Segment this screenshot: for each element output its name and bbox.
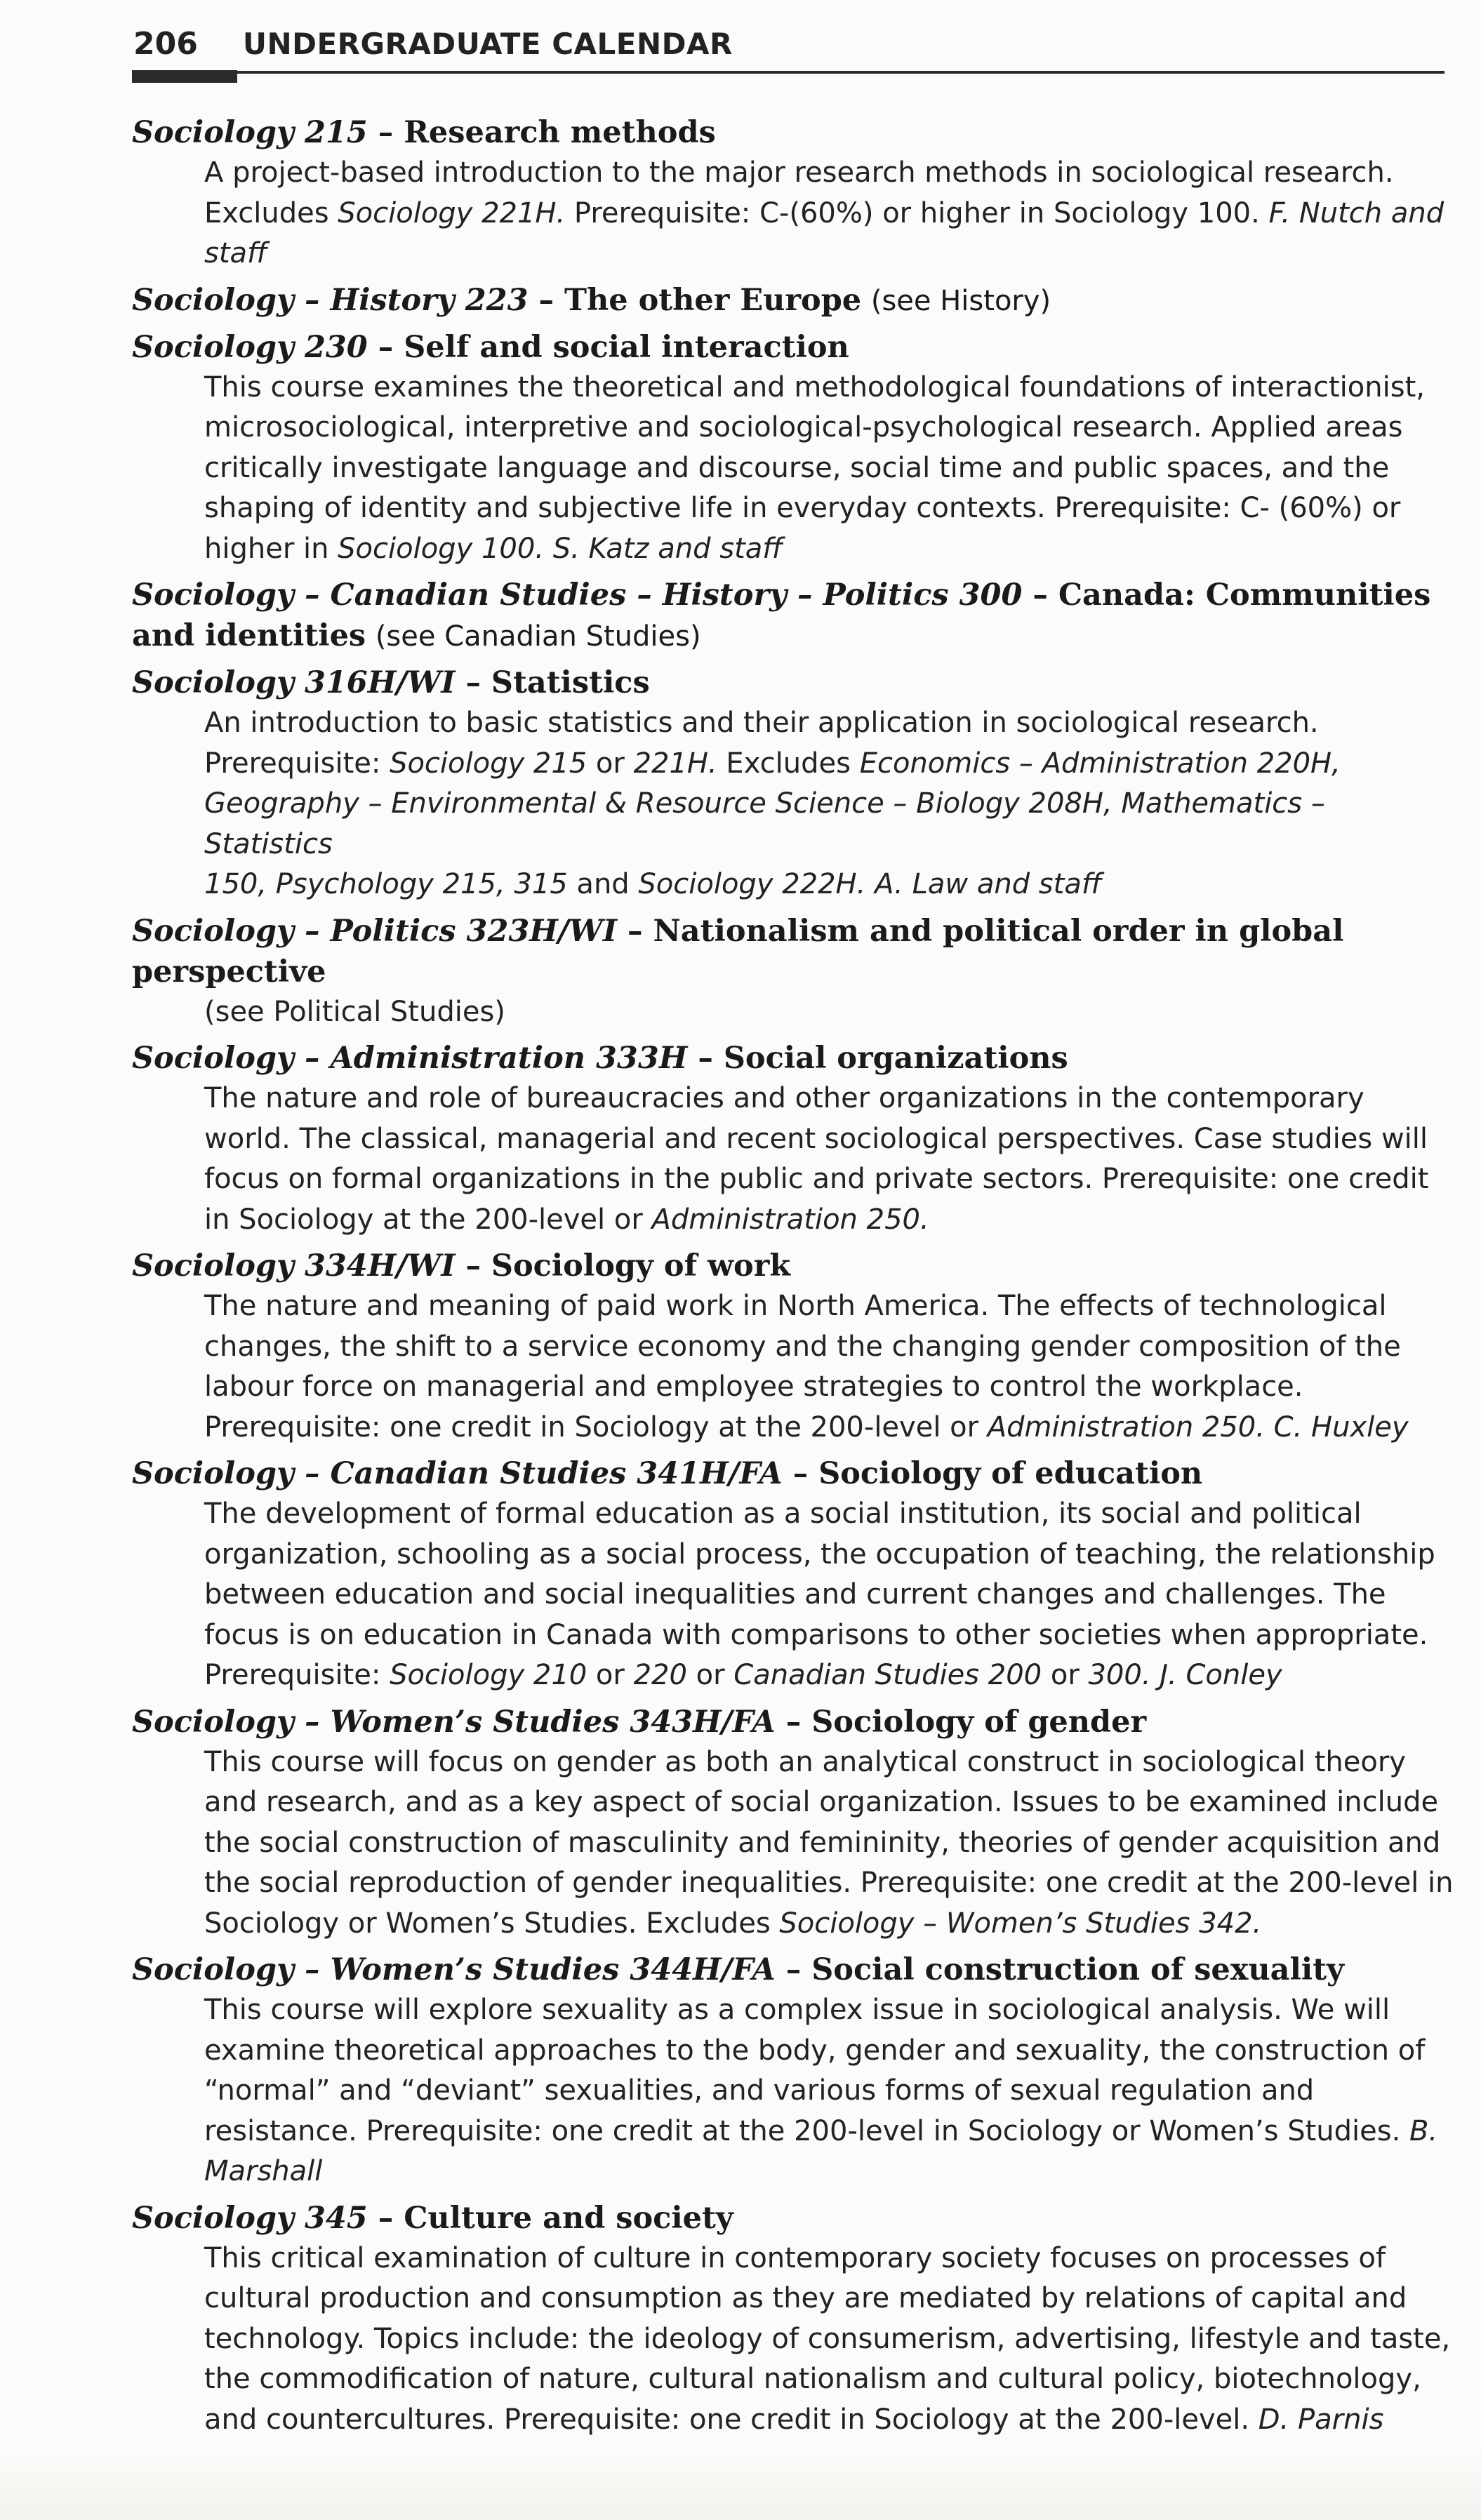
- page-bottom-margin: [0, 2449, 1481, 2520]
- course-heading: [132, 1453, 1459, 1494]
- course-title: Nationalism and political order in global perspective: [132, 913, 1344, 989]
- course-title: Social organizations: [723, 1041, 1068, 1076]
- course-heading: [132, 280, 1459, 321]
- description-text: This course will explore sexuality as a complex issue in sociological analysis. We will examine theoretical approaches to the body, gender and sexuality, the construction of “normal” and “deviant” sexualities, and various forms of sexual regulation and resistance. Prerequisite: one credit at the 200-level in Sociology or Women’s Studies.: [204, 1994, 1426, 2147]
- course-code: Sociology – Women’s Studies 344H/FA: [132, 1952, 776, 1987]
- description-italic-text: 300. J. Conley: [1088, 1659, 1282, 1691]
- course-title: The other Europe: [564, 282, 862, 318]
- calendar-title: UNDERGRADUATE CALENDAR: [242, 26, 733, 61]
- description-text: (see Political Studies): [204, 995, 505, 1028]
- course-entry: [132, 575, 1459, 657]
- course-title: Sociology of work: [491, 1248, 791, 1284]
- description-italic-text: Administration 250. C. Huxley: [987, 1411, 1409, 1444]
- course-heading: [132, 1038, 1459, 1079]
- course-description: [204, 1079, 1459, 1240]
- course-description: [204, 1990, 1459, 2192]
- course-title: Research methods: [404, 115, 716, 150]
- description-italic-text: Economics – Administration 220H, Geography – Environmental & Resource Science – Biology 208H, Mathematics – Statistics 150, Psychology 215, 315: [204, 747, 1341, 900]
- description-italic-text: Administration 250.: [651, 1203, 929, 1236]
- description-text: The nature and role of bureaucracies and other organizations in the contemporary world. The classical, managerial and recent sociological perspectives. Case studies will focus on formal organizations in the public and private sectors. Prerequisite: one credit in Sociology at the 200-level or: [204, 1082, 1429, 1236]
- course-code: Sociology – Women’s Studies 343H/FA: [132, 1704, 776, 1740]
- description-text: Excludes: [717, 747, 860, 780]
- cross-reference: (see History): [870, 284, 1051, 317]
- heading-separator: –: [1022, 578, 1058, 613]
- heading-separator: –: [687, 1041, 724, 1076]
- course-description: [204, 2239, 1459, 2441]
- heading-separator: –: [367, 115, 404, 150]
- course-description: [204, 1742, 1459, 1945]
- course-description: [204, 368, 1459, 570]
- page-header: [133, 15, 733, 72]
- course-description: [204, 992, 1459, 1033]
- description-italic-text: Canadian Studies 200: [733, 1659, 1042, 1691]
- course-entry: [132, 1453, 1459, 1696]
- header-rule: [132, 71, 1445, 74]
- course-description: [204, 703, 1459, 905]
- course-entry: [132, 1949, 1459, 2192]
- description-italic-text: 220: [633, 1659, 687, 1691]
- course-title: Sociology of gender: [811, 1704, 1147, 1740]
- course-entry: [132, 662, 1459, 905]
- course-heading: [132, 112, 1459, 153]
- course-code: Sociology – Politics 323H/WI: [132, 913, 618, 949]
- heading-separator: –: [775, 1952, 812, 1987]
- course-entry: [132, 1038, 1459, 1240]
- description-italic-text: Sociology – Women’s Studies 342.: [779, 1907, 1262, 1940]
- course-title: Statistics: [491, 665, 650, 700]
- course-description: [204, 1494, 1459, 1696]
- course-heading: [132, 1246, 1459, 1286]
- description-text: An introduction to basic statistics and their application in sociological research. Prerequisite:: [204, 707, 1319, 780]
- course-heading: [132, 575, 1459, 657]
- course-title: Sociology of education: [818, 1456, 1203, 1491]
- course-entry: [132, 280, 1459, 321]
- course-description: [204, 1286, 1459, 1448]
- description-text: The development of formal education as a social institution, its social and political organization, schooling as a social process, the occupation of teaching, the relationship between education and social inequalities and current changes and challenges. The focus is on education in Canada with comparisons to other societies when appropriate. Prerequisite:: [204, 1498, 1435, 1691]
- course-entry: [132, 1246, 1459, 1448]
- course-list: [132, 112, 1459, 2446]
- description-italic-text: Sociology 210: [390, 1659, 587, 1691]
- description-italic-text: Sociology 100. S. Katz and staff: [338, 532, 783, 565]
- heading-separator: –: [455, 1248, 491, 1284]
- heading-separator: –: [367, 329, 404, 365]
- course-code: Sociology 334H/WI: [132, 1248, 456, 1284]
- course-title: Self and social interaction: [404, 329, 849, 365]
- cross-reference: (see Canadian Studies): [375, 620, 701, 653]
- course-code: Sociology – Administration 333H: [132, 1041, 688, 1076]
- course-entry: [132, 112, 1459, 274]
- course-code: Sociology 230: [132, 329, 368, 365]
- description-text: This course examines the theoretical and methodological foundations of interactionist, microsociological, interpretive and sociological-psychological research. Applied areas critically investigate language and discourse, social time and public spaces, and the shaping of identity and subjective life in everyday contexts. Prerequisite: C- (60%) or higher in: [204, 371, 1425, 565]
- course-code: Sociology – Canadian Studies – History – Politics 300: [132, 578, 1023, 613]
- description-text: or: [1042, 1659, 1089, 1691]
- course-code: Sociology – Canadian Studies 341H/FA: [132, 1456, 783, 1491]
- description-italic-text: Sociology 221H.: [338, 196, 566, 229]
- description-text: This course will focus on gender as both an analytical construct in sociological theory and research, and as a key aspect of social organization. Issues to be examined include the social construction of masculinity and femininity, theories of gender acquisition and the social reproduction of gender inequalities. Prerequisite: one credit at the 200-level in Sociology or Women’s Studies. Excludes: [204, 1745, 1454, 1940]
- course-heading: [132, 1949, 1459, 1990]
- header-rule-accent: [132, 70, 237, 83]
- course-heading: [132, 327, 1459, 368]
- course-entry: [132, 327, 1459, 570]
- heading-separator: –: [455, 665, 491, 700]
- heading-separator: –: [617, 913, 653, 949]
- page-number: 206: [133, 25, 198, 62]
- course-heading: [132, 662, 1459, 703]
- course-title: Culture and society: [404, 2200, 733, 2236]
- description-text: and: [567, 868, 639, 900]
- course-entry: [132, 911, 1459, 1033]
- heading-separator: –: [782, 1456, 819, 1491]
- course-description: [204, 153, 1459, 274]
- description-italic-text: B. Marshall: [204, 2114, 1438, 2187]
- description-italic-text: Sociology 215: [390, 747, 587, 780]
- description-text: This critical examination of culture in contemporary society focuses on processes of cultural production and consumption as they are mediated by relations of capital and technology. Topics include: the ideology of consumerism, advertising, lifestyle and taste, the commodification of nature, cultural nationalism and cultural policy, biotechnology, and countercultures. Prerequisite: one credit in Sociology at the 200-level.: [204, 2241, 1451, 2436]
- course-code: Sociology 215: [132, 115, 368, 150]
- course-title: Social construction of sexuality: [811, 1952, 1345, 1987]
- description-text: or: [587, 1659, 634, 1691]
- course-entry: [132, 2198, 1459, 2441]
- heading-separator: –: [367, 2200, 404, 2236]
- description-text: The nature and meaning of paid work in North America. The effects of technological changes, the shift to a service economy and the changing gender composition of the labour force on managerial and employee strategies to control the workplace. Prerequisite: one credit in Sociology at the 200-level or: [204, 1290, 1401, 1444]
- heading-separator: –: [528, 282, 564, 318]
- description-italic-text: F. Nutch and staff: [204, 196, 1445, 269]
- description-italic-text: Sociology 222H. A. Law and staff: [638, 868, 1102, 900]
- description-text: or: [587, 747, 634, 780]
- description-text: A project-based introduction to the major research methods in sociological research. Excludes: [204, 156, 1394, 229]
- description-text: or: [686, 1659, 734, 1691]
- course-code: Sociology 345: [132, 2200, 368, 2236]
- course-entry: [132, 1702, 1459, 1945]
- course-heading: [132, 911, 1459, 992]
- description-italic-text: D. Parnis: [1258, 2403, 1384, 2436]
- description-italic-text: 221H.: [633, 747, 717, 780]
- course-heading: [132, 2198, 1459, 2239]
- course-code: Sociology – History 223: [132, 282, 529, 318]
- heading-separator: –: [775, 1704, 812, 1740]
- course-heading: [132, 1702, 1459, 1742]
- course-code: Sociology 316H/WI: [132, 665, 456, 700]
- description-text: Prerequisite: C-(60%) or higher in Sociology 100.: [565, 196, 1269, 229]
- course-title: Canada: Communities and identities: [132, 578, 1431, 653]
